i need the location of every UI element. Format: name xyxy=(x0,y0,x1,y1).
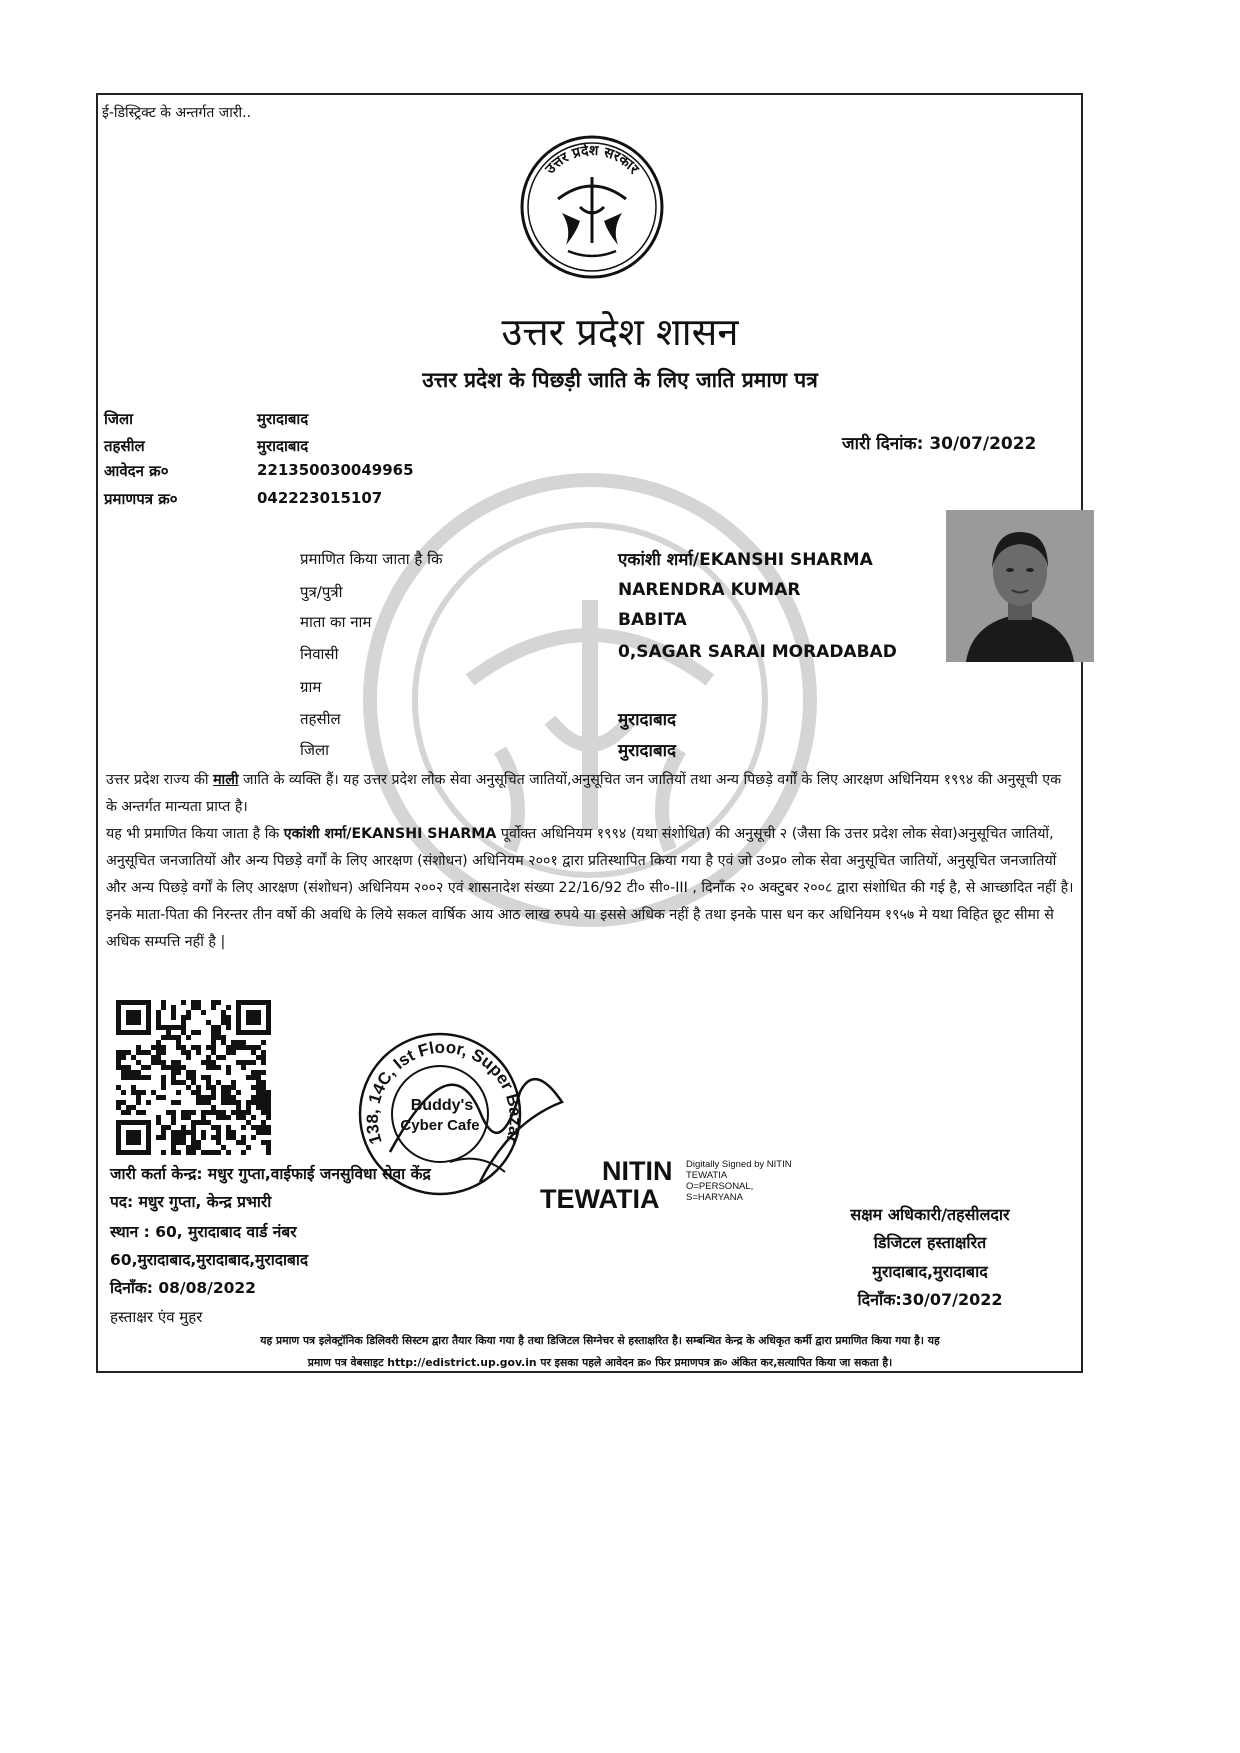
stamp-ring-text: 138, 14C, Ist Floor, Super Bazar xyxy=(362,1037,525,1147)
footer-line-1: यह प्रमाण पत्र इलेक्ट्रॉनिक डिलिवरी सिस्टम द्वारा तैयार किया गया है तथा डिजिटल सिग्नेचर से हस्ताक्षरित है। सम्बन्धित केन्द्र के अधिकृत कर्मी द्वारा प्रमाणित किया गया है। यह xyxy=(260,1334,940,1347)
officer-location: मुरादाबाद,मुरादाबाद xyxy=(872,1262,988,1281)
detail-label-certified: प्रमाणित किया जाता है कि xyxy=(300,550,443,568)
issuer-sign-label: हस्ताक्षर एंव मुहर xyxy=(110,1308,203,1326)
meta-label-district: जिला xyxy=(104,410,134,428)
signer-detail-3: O=PERSONAL, xyxy=(686,1181,754,1192)
meta-value-tehsil: मुरादाबाद xyxy=(257,437,309,455)
signer-name-2: TEWATIA xyxy=(540,1184,660,1214)
signer-detail-2: TEWATIA xyxy=(686,1170,728,1181)
meta-label-application-no: आवेदन क्र० xyxy=(104,462,169,480)
up-government-emblem xyxy=(518,133,666,281)
body-p2-prefix: यह भी प्रमाणित किया जाता है कि xyxy=(106,826,280,842)
stamp-line-2: Cyber Cafe xyxy=(400,1117,480,1134)
certificate-subtitle: उत्तर प्रदेश के पिछड़ी जाति के लिए जाति प्रमाण पत्र xyxy=(422,368,818,392)
signer-name-1: NITIN xyxy=(602,1156,673,1186)
detail-value-resident: 0,SAGAR SARAI MORADABAD xyxy=(618,642,897,662)
page-title: उत्तर प्रदेश शासन xyxy=(501,310,739,354)
detail-label-district: जिला xyxy=(300,741,330,759)
header-note: ई-डिस्ट्रिक्ट के अन्तर्गत जारी.. xyxy=(102,105,252,121)
caste-name: माली xyxy=(213,772,239,788)
issuer-date: दिनाँक: 08/08/2022 xyxy=(110,1279,256,1297)
meta-value-certificate-no: 042223015107 xyxy=(257,489,383,507)
detail-value-father: NARENDRA KUMAR xyxy=(618,580,801,600)
stamp-line-1: Buddy's xyxy=(410,1097,474,1114)
issuer-place-2: 60,मुरादाबाद,मुरादाबाद,मुरादाबाद xyxy=(110,1251,309,1269)
meta-value-district: मुरादाबाद xyxy=(257,410,309,428)
meta-label-certificate-no: प्रमाणपत्र क्र० xyxy=(104,490,178,508)
issue-date: जारी दिनांक: 30/07/2022 xyxy=(842,434,1037,454)
meta-value-application-no: 221350030049965 xyxy=(257,461,414,479)
detail-label-resident: निवासी xyxy=(300,645,339,663)
detail-value-name: एकांशी शर्मा/EKANSHI SHARMA xyxy=(618,550,873,570)
meta-label-tehsil: तहसील xyxy=(104,437,145,455)
emblem-text: उत्तर प्रदेश सरकार xyxy=(542,142,642,178)
certificate-body xyxy=(106,767,1076,956)
body-p1-rest: जाति के व्यक्ति हैं। यह उत्तर प्रदेश लोक सेवा अनुसूचित जातियों,अनुसूचित जन जातियों तथा अन्य पिछड़े वर्गों के लिए आरक्षण अधिनियम १९९४ की अनुसूची एक के अन्तर्गत मान्यता प्राप्त है। xyxy=(106,772,1062,815)
body-paragraph-1 xyxy=(106,767,1076,821)
qr-code xyxy=(116,1000,271,1155)
officer-digital-signed: डिजिटल हस्ताक्षरित xyxy=(873,1233,987,1252)
detail-label-mother: माता का नाम xyxy=(300,613,372,631)
detail-value-tehsil: मुरादाबाद xyxy=(618,710,677,730)
issuer-center: जारी कर्ता केन्द्र: मधुर गुप्ता,वाईफाई जनसुविधा सेवा केंद्र xyxy=(110,1165,431,1183)
detail-label-tehsil: तहसील xyxy=(300,710,341,728)
body-p2-rest: पूर्वोक्त अधिनियम १९९४ (यथा संशोधित) की अनुसूची २ (जैसा कि उत्तर प्रदेश लोक सेवा)अनुसूचित जातियों, अनुसूचित जनजातियों और अन्य पिछड़े वर्गों के लिए आरक्षण (संशोधन) अधिनियम २००१ द्वारा प्रतिस्थापित किया गया है एवं जो उ०प्र० लोक सेवा अनुसूचित जातियों, अनुसूचित जनजातियों और अन्य पिछड़े वर्गों के लिए आरक्षण (संशोधन) अधिनियम २००२ एवं शासनादेश संख्या 22/16/92 टी० सी०-III , दिनाँक २० अक्टुबर २००८ द्वारा संशोधित की गई है, से आच्छादित नहीं है।इनके माता-पिता की निरन्तर तीन वर्षो की अवधि के लिये सकल वार्षिक आय आठ लाख रुपये या इससे अधिक नहीं है तथा इनके पास धन कर अधिनियम १९५७ मे यथा विहित छूट सीमा से अधिक सम्पत्ति नहीं है | xyxy=(106,826,1074,950)
issuer-post: पद: मधुर गुप्ता, केन्द्र प्रभारी xyxy=(110,1193,272,1211)
detail-label-son-daughter: पुत्र/पुत्री xyxy=(300,583,343,601)
body-p1-prefix: उत्तर प्रदेश राज्य की xyxy=(106,772,209,788)
signer-detail-4: S=HARYANA xyxy=(686,1192,743,1203)
detail-value-mother: BABITA xyxy=(618,610,687,630)
signer-detail-1: Digitally Signed by NITIN xyxy=(686,1159,792,1170)
issuer-place-1: स्थान : 60, मुरादाबाद वार्ड नंबर xyxy=(110,1223,297,1241)
body-p2-name: एकांशी शर्मा/EKANSHI SHARMA xyxy=(283,826,497,842)
footer-line-2: प्रमाण पत्र वेबसाइट http://edistrict.up.gov.in पर इसका पहले आवेदन क्र० फिर प्रमाणपत्र क्र० अंकित कर,सत्यापित किया जा सकता है। xyxy=(307,1356,893,1369)
digital-signature xyxy=(540,1154,820,1224)
officer-date: दिनाँक:30/07/2022 xyxy=(857,1290,1003,1309)
detail-label-village: ग्राम xyxy=(300,678,322,696)
applicant-photo xyxy=(946,510,1094,662)
body-paragraph-2 xyxy=(106,821,1076,956)
officer-title: सक्षम अधिकारी/तहसीलदार xyxy=(850,1205,1010,1224)
detail-value-district: मुरादाबाद xyxy=(618,741,677,761)
